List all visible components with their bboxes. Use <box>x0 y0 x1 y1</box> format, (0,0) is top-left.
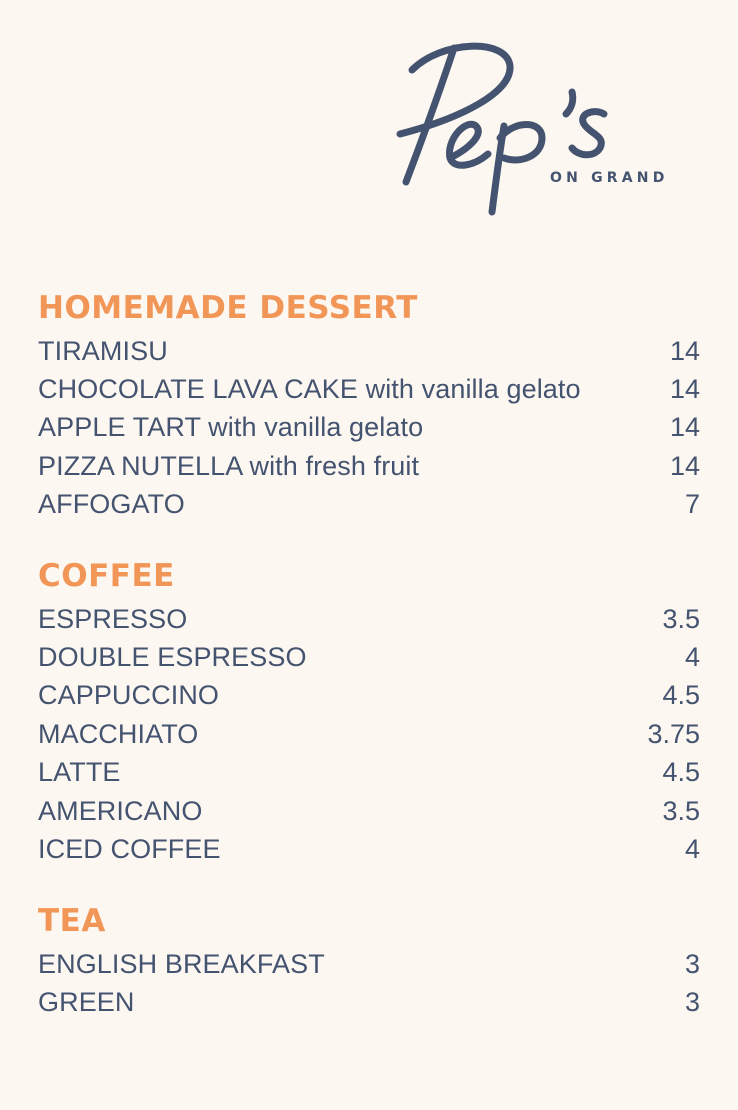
menu-item <box>38 600 700 638</box>
item-price: 3.5 <box>662 795 700 826</box>
item-price: 3 <box>684 948 700 979</box>
item-name: GREEN <box>38 987 135 1018</box>
menu-item <box>38 792 700 830</box>
logo <box>392 30 712 225</box>
item-price: 14 <box>669 450 700 481</box>
item-price: 14 <box>669 335 700 366</box>
item-name: ICED COFFEE <box>38 834 221 865</box>
item-price: 3.5 <box>662 603 700 634</box>
menu-item <box>38 754 700 792</box>
menu-item <box>38 983 700 1021</box>
item-price: 3.75 <box>647 718 700 749</box>
item-name: AFFOGATO <box>38 489 185 520</box>
item-price: 14 <box>669 412 700 443</box>
item-name: PIZZA NUTELLA with fresh fruit <box>38 450 420 481</box>
item-price: 4.5 <box>662 680 700 711</box>
item-price: 3 <box>684 987 700 1018</box>
menu-item <box>38 486 700 524</box>
item-name: CHOCOLATE LAVA CAKE with vanilla gelato <box>38 374 581 405</box>
menu-item <box>38 830 700 868</box>
section-tea <box>38 903 700 1022</box>
section-title: COFFEE <box>38 558 175 594</box>
item-name: ESPRESSO <box>38 603 188 634</box>
menu-item <box>38 638 700 676</box>
item-price: 4.5 <box>662 757 700 788</box>
section-homemade-dessert <box>38 290 700 524</box>
menu-item <box>38 715 700 753</box>
menu-item <box>38 447 700 485</box>
menu-item <box>38 409 700 447</box>
section-title: TEA <box>38 903 106 939</box>
item-price: 7 <box>684 489 700 520</box>
item-price: 4 <box>684 642 700 673</box>
item-name: TIRAMISU <box>38 335 168 366</box>
item-price: 14 <box>669 374 700 405</box>
item-name: DOUBLE ESPRESSO <box>38 642 307 673</box>
menu-item <box>38 370 700 408</box>
section-title: HOMEMADE DESSERT <box>38 290 418 326</box>
item-name: APPLE TART with vanilla gelato <box>38 412 424 443</box>
item-name: LATTE <box>38 757 121 788</box>
item-name: AMERICANO <box>38 795 203 826</box>
item-price: 4 <box>684 834 700 865</box>
section-coffee <box>38 558 700 869</box>
menu-item <box>38 332 700 370</box>
menu-item <box>38 945 700 983</box>
item-name: MACCHIATO <box>38 718 199 749</box>
logo-subtitle: ON GRAND <box>550 170 669 186</box>
menu-item <box>38 677 700 715</box>
item-name: ENGLISH BREAKFAST <box>38 948 325 979</box>
item-name: CAPPUCCINO <box>38 680 220 711</box>
